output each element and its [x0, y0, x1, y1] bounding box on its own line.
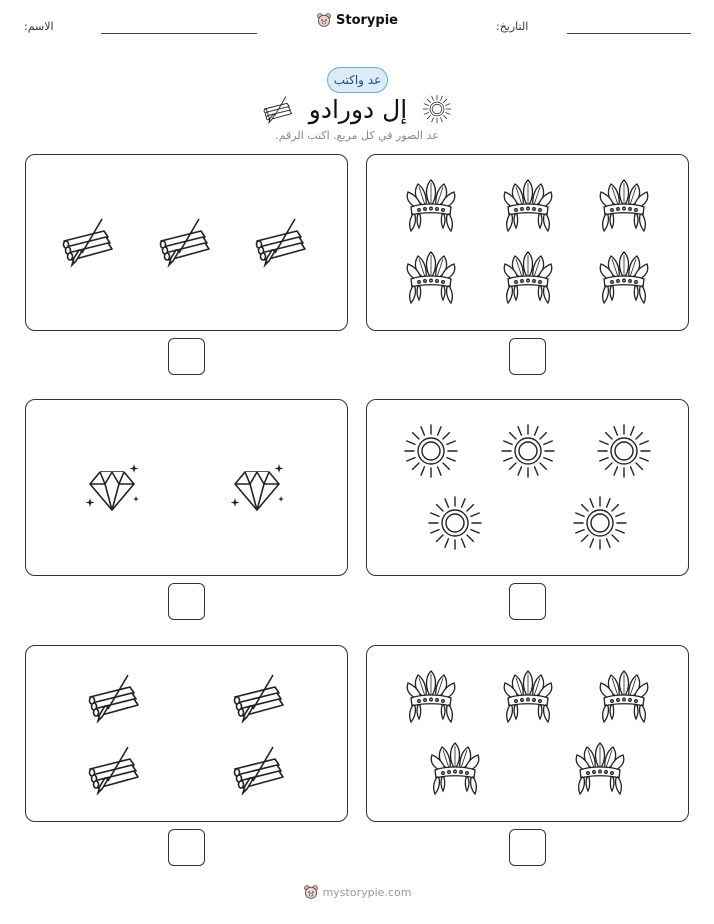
bear-logo-icon: [303, 884, 319, 900]
raft-icon: [229, 739, 289, 799]
answer-box[interactable]: [509, 338, 546, 375]
sun-icon: [425, 493, 485, 553]
count-box-diamonds-2: [25, 399, 348, 576]
answer-box[interactable]: [509, 583, 546, 620]
raft-icon: [229, 667, 289, 727]
headdress-icon: [570, 739, 630, 799]
raft-icon: [251, 211, 311, 271]
sun-icon: [570, 493, 630, 553]
answer-box[interactable]: [168, 583, 205, 620]
raft-icon: [155, 211, 215, 271]
answer-box[interactable]: [168, 338, 205, 375]
instructions: عد الصور في كل مربع. اكتب الرقم.: [275, 129, 439, 142]
headdress-icon: [401, 248, 461, 308]
brand-logo: [0, 12, 714, 28]
headdress-icon: [498, 248, 558, 308]
count-box-headdresses-6: [366, 154, 689, 331]
raft-icon: [58, 211, 118, 271]
count-box-headdresses-5: [366, 645, 689, 822]
headdress-icon: [498, 667, 558, 727]
footer: [0, 884, 714, 900]
headdress-icon: [498, 176, 558, 236]
activity-badge: عد واكتب: [327, 67, 388, 93]
raft-icon: [84, 667, 144, 727]
headdress-icon: [401, 176, 461, 236]
headdress-icon: [594, 176, 654, 236]
bear-logo-icon: [316, 12, 332, 28]
count-box-rafts-4: [25, 645, 348, 822]
sun-icon: [421, 93, 453, 125]
date-label: التاريخ:: [496, 20, 529, 33]
name-label: الاسم:: [24, 20, 54, 33]
page-title: إل دورادو: [308, 94, 408, 124]
title-row: [0, 92, 714, 126]
sun-icon: [401, 421, 461, 481]
raft-icon: [261, 92, 295, 126]
sun-icon: [498, 421, 558, 481]
diamond-icon: [82, 458, 142, 518]
answer-box[interactable]: [168, 829, 205, 866]
headdress-icon: [425, 739, 485, 799]
raft-icon: [84, 739, 144, 799]
headdress-icon: [594, 667, 654, 727]
headdress-icon: [401, 667, 461, 727]
date-line[interactable]: [567, 33, 691, 34]
sun-icon: [594, 421, 654, 481]
diamond-icon: [227, 458, 287, 518]
count-box-rafts-3: [25, 154, 348, 331]
answer-box[interactable]: [509, 829, 546, 866]
headdress-icon: [594, 248, 654, 308]
count-box-suns-5: [366, 399, 689, 576]
footer-url[interactable]: mystorypie.com: [322, 885, 412, 899]
name-line[interactable]: [101, 33, 257, 34]
brand-name: Storypie: [336, 12, 398, 28]
